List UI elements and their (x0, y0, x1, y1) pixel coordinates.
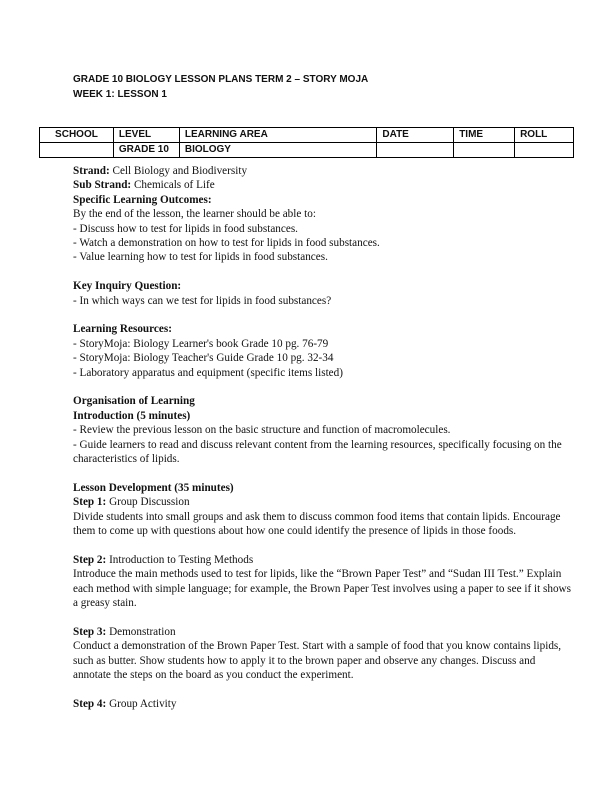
strand-line (73, 164, 573, 178)
table-cell-learning-area: BIOLOGY (179, 143, 377, 158)
table-cell-date (377, 143, 454, 158)
lesson-body (73, 164, 573, 711)
table-cell-school (40, 143, 114, 158)
introduction-heading: Introduction (5 minutes) (73, 409, 191, 422)
list-item: - Guide learners to read and discuss relevant content from the learning resources, specifically focusing on the characteristics of lipids. (73, 438, 562, 466)
substrand-value: Chemicals of Life (133, 179, 215, 192)
inquiry-text: - In which ways can we test for lipids in food substances? (73, 294, 332, 307)
table-cell-time (454, 143, 515, 158)
step-1-title: Step 1: Group Discussion (73, 496, 190, 509)
document-title: GRADE 10 BIOLOGY LESSON PLANS TERM 2 – STORY MOJA (73, 74, 369, 85)
table-header-level: LEVEL (113, 128, 179, 143)
step-4-title: Step 4: Group Activity (73, 697, 177, 710)
list-item: - Value learning how to test for lipids in food substances. (73, 251, 328, 264)
development-heading: Lesson Development (35 minutes) (73, 481, 234, 494)
step-3-title: Step 3: Demonstration (73, 625, 176, 638)
list-item: - Watch a demonstration on how to test for lipids in food substances. (73, 237, 380, 250)
outcomes-heading: Specific Learning Outcomes: (73, 193, 212, 206)
table-header-row (40, 128, 574, 143)
strand-value: Cell Biology and Biodiversity (112, 165, 248, 177)
list-item: - StoryMoja: Biology Teacher's Guide Grade 10 pg. 32-34 (73, 352, 334, 365)
organisation-heading: Organisation of Learning (73, 395, 195, 408)
table-row (40, 143, 574, 158)
document-subtitle: WEEK 1: LESSON 1 (73, 89, 167, 100)
resources-heading: Learning Resources: (73, 323, 172, 336)
substrand-line (73, 178, 573, 192)
table-cell-roll (515, 143, 574, 158)
lesson-info-table (39, 127, 574, 158)
step-1-text: Divide students into small groups and ask them to discuss common food items that contain lipids. Encourage them to come up with questions about how one could identify the presence of lipids in those foods. (73, 510, 561, 538)
step-3-text: Conduct a demonstration of the Brown Paper Test. Start with a sample of food that you know contains lipids, such as butter. Show students how to apply it to the brown paper and observe any changes. Discuss and annotate the steps on the board as you conduct the experiment. (73, 640, 562, 682)
list-item: - Laboratory apparatus and equipment (specific items listed) (73, 366, 343, 379)
table-header-roll: ROLL (515, 128, 574, 143)
table-header-school: SCHOOL (40, 128, 114, 143)
substrand-label: Sub Strand: (73, 179, 132, 192)
list-item: - Review the previous lesson on the basic structure and function of macromolecules. (73, 424, 451, 437)
step-2-text: Introduce the main methods used to test for lipids, like the “Brown Paper Test” and “Sudan III Test.” Explain each method with simple language; for example, the Brown Paper Test involves using a paper to see if it shows a greasy stain. (73, 568, 571, 610)
strand-label: Strand: (73, 165, 110, 177)
table-header-time: TIME (454, 128, 515, 143)
step-2-title: Step 2: Introduction to Testing Methods (73, 553, 254, 566)
list-item: - StoryMoja: Biology Learner's book Grade 10 pg. 76-79 (73, 337, 329, 350)
outcomes-intro: By the end of the lesson, the learner should be able to: (73, 208, 316, 221)
table-header-date: DATE (377, 128, 454, 143)
inquiry-heading: Key Inquiry Question: (73, 280, 182, 293)
table-header-learning-area: LEARNING AREA (179, 128, 377, 143)
document-header (73, 72, 368, 102)
list-item: - Discuss how to test for lipids in food substances. (73, 222, 298, 235)
table-cell-level: GRADE 10 (113, 143, 179, 158)
